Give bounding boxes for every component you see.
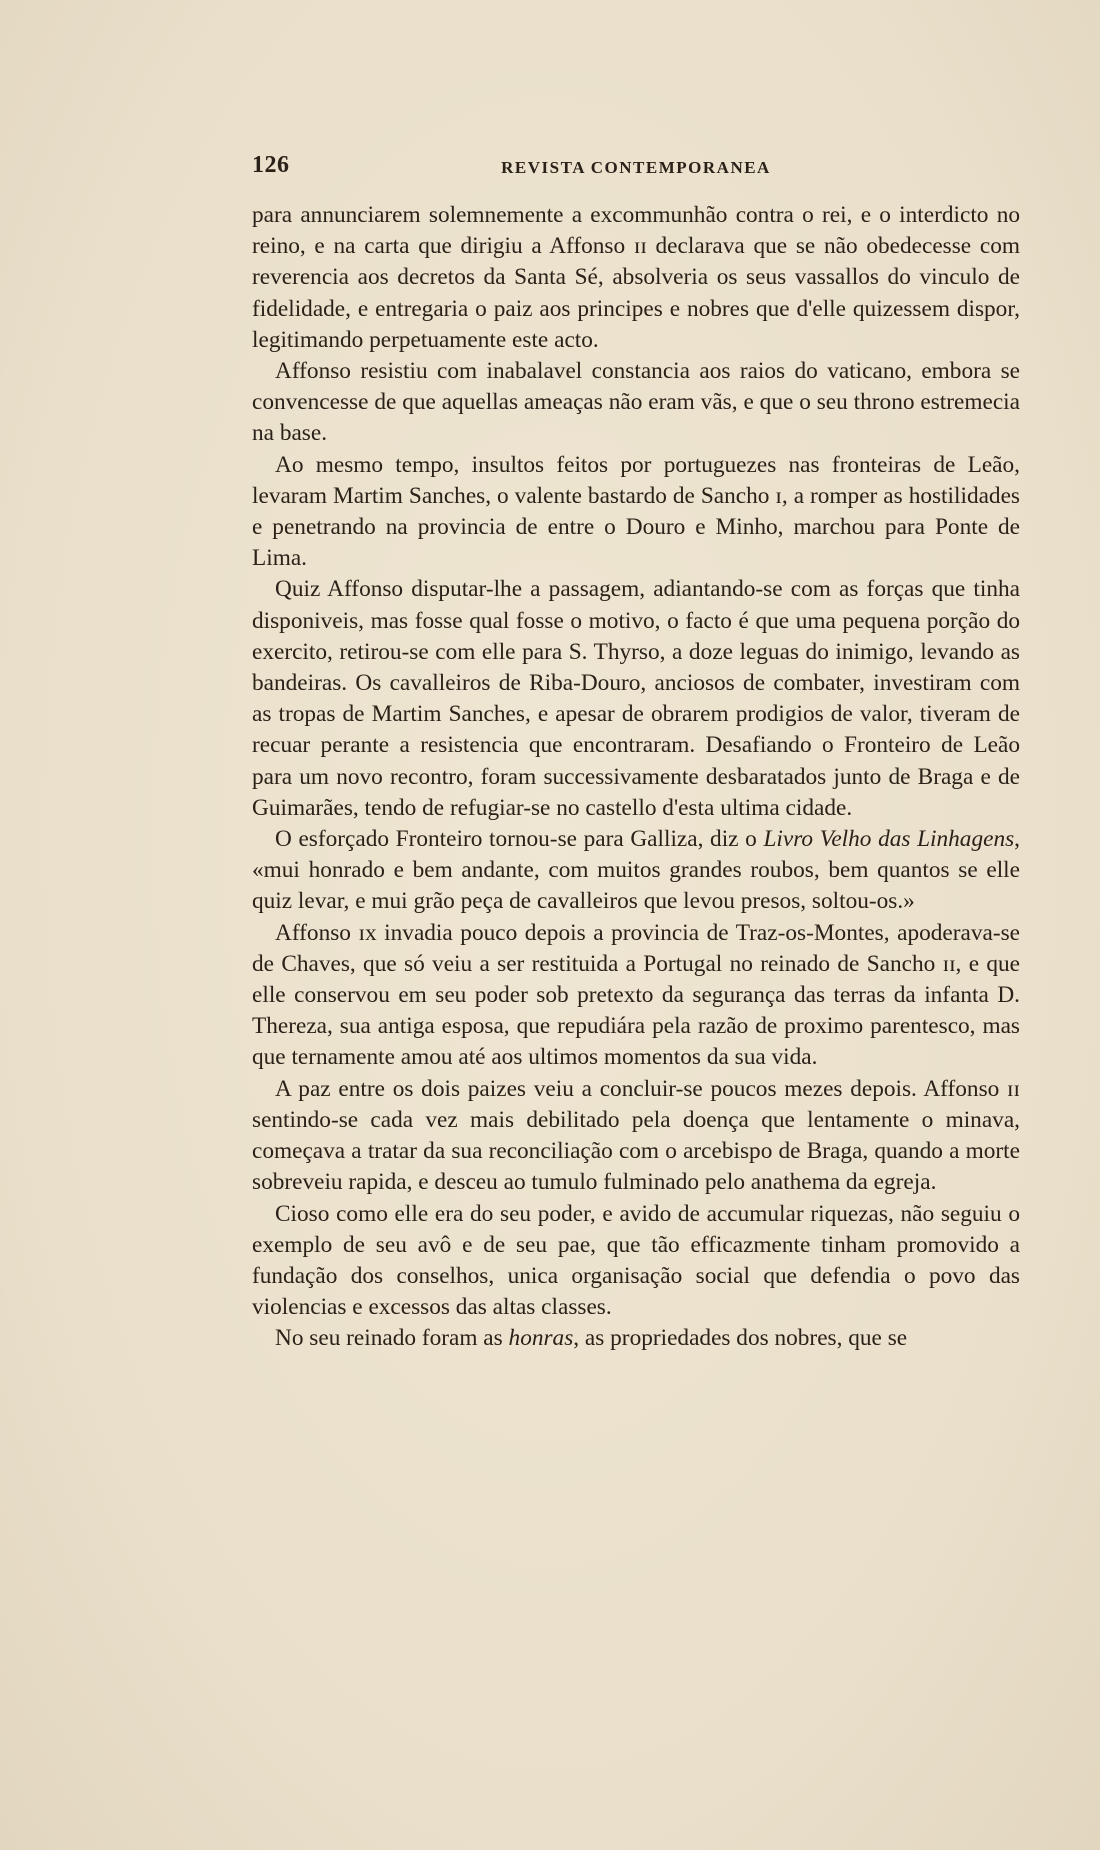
paragraph: Affonso resistiu com inabalavel constancia aos raios do vaticano, embora se convencesse de que aquellas ameaças não eram vãs, e que o seu throno estremecia na base.: [252, 358, 1020, 447]
term-italic: honras: [508, 1325, 574, 1352]
book-title-italic: Livro Velho das Linhagens: [763, 826, 1015, 853]
page-number: 126: [252, 152, 290, 178]
paragraph: Affonso ɪx invadia pouco depois a provincia de Traz-os-Montes, apoderava-se de Chaves, que só veiu a ser restituida a Portugal no reinado de Sancho ɪɪ, e que elle conservou em seu poder sob pretexto da segurança das terras da infanta D. Thereza, sua antiga esposa, que repudiára pela razão de proximo parentesco, mas que ternamente amou até aos ultimos momentos da sua vida.: [252, 919, 1020, 1071]
paragraph: para annunciarem solemnemente a excommunhão contra o rei, e o interdicto no reino, e na carta que dirigiu a Affonso ɪɪ declarava que se não obedecesse com reverencia aos decretos da Santa Sé, absolveria os seus vassallos do vinculo de fidelidade, e entregaria o paiz aos principes e nobres que d'elle quizessem dispor, legitimando perpetuamente este acto.: [252, 202, 1020, 353]
paragraph: A paz entre os dois paizes veiu a concluir-se poucos mezes depois. Affonso ɪɪ sentindo-se cada vez mais debilitado pela doença que lentamente o minava, começava a tratar da sua reconciliação com o arcebispo de Braga, quando a morte sobreveiu rapida, e desceu ao tumulo fulminado pelo anathema da egreja.: [252, 1075, 1020, 1196]
paragraph: O esforçado Fronteiro tornou-se para Galliza, diz o Livro Velho das Linhagens, «mui honrado e bem andante, com muitos grandes roubos, bem quantos se elle quiz levar, e mui grão peça de cavalleiros que levou presos, soltou-os.»: [252, 826, 1020, 915]
paragraph: Quiz Affonso disputar-lhe a passagem, adiantando-se com as forças que tinha disponiveis, mas fosse qual fosse o motivo, o facto é que uma pequena porção do exercito, retirou-se com elle para S. Thyrso, a doze leguas do inimigo, levando as bandeiras. Os cavalleiros de Riba-Douro, anciosos de combater, investiram com as tropas de Martim Sanches, e apesar de obrarem prodigios de valor, tiveram de recuar perante a resistencia que encontraram. Desafiando o Fronteiro de Leão para um novo recontro, foram successivamente desbaratados junto de Braga e de Guimarães, tendo de refugiar-se no castello d'esta ultima cidade.: [252, 576, 1020, 821]
paragraph: Ao mesmo tempo, insultos feitos por portuguezes nas fronteiras de Leão, levaram Martim Sanches, o valente bastardo de Sancho ɪ, a romper as hostilidades e penetrando na provincia de entre o Douro e Minho, marchou para Ponte de Lima.: [252, 451, 1020, 572]
running-title: REVISTA CONTEMPORANEA: [501, 158, 771, 177]
page-header: [252, 152, 1020, 188]
paragraph: No seu reinado foram as honras, as propriedades dos nobres, que se: [275, 1325, 908, 1352]
paragraph: Cioso como elle era do seu poder, e avido de accumular riquezas, não seguiu o exemplo de seu avô e de seu pae, que tão efficazmente tinham promovido a fundação dos conselhos, unica organisação social que defendia o povo das violencias e excessos das altas classes.: [252, 1200, 1020, 1321]
body-text: [252, 200, 1020, 1355]
